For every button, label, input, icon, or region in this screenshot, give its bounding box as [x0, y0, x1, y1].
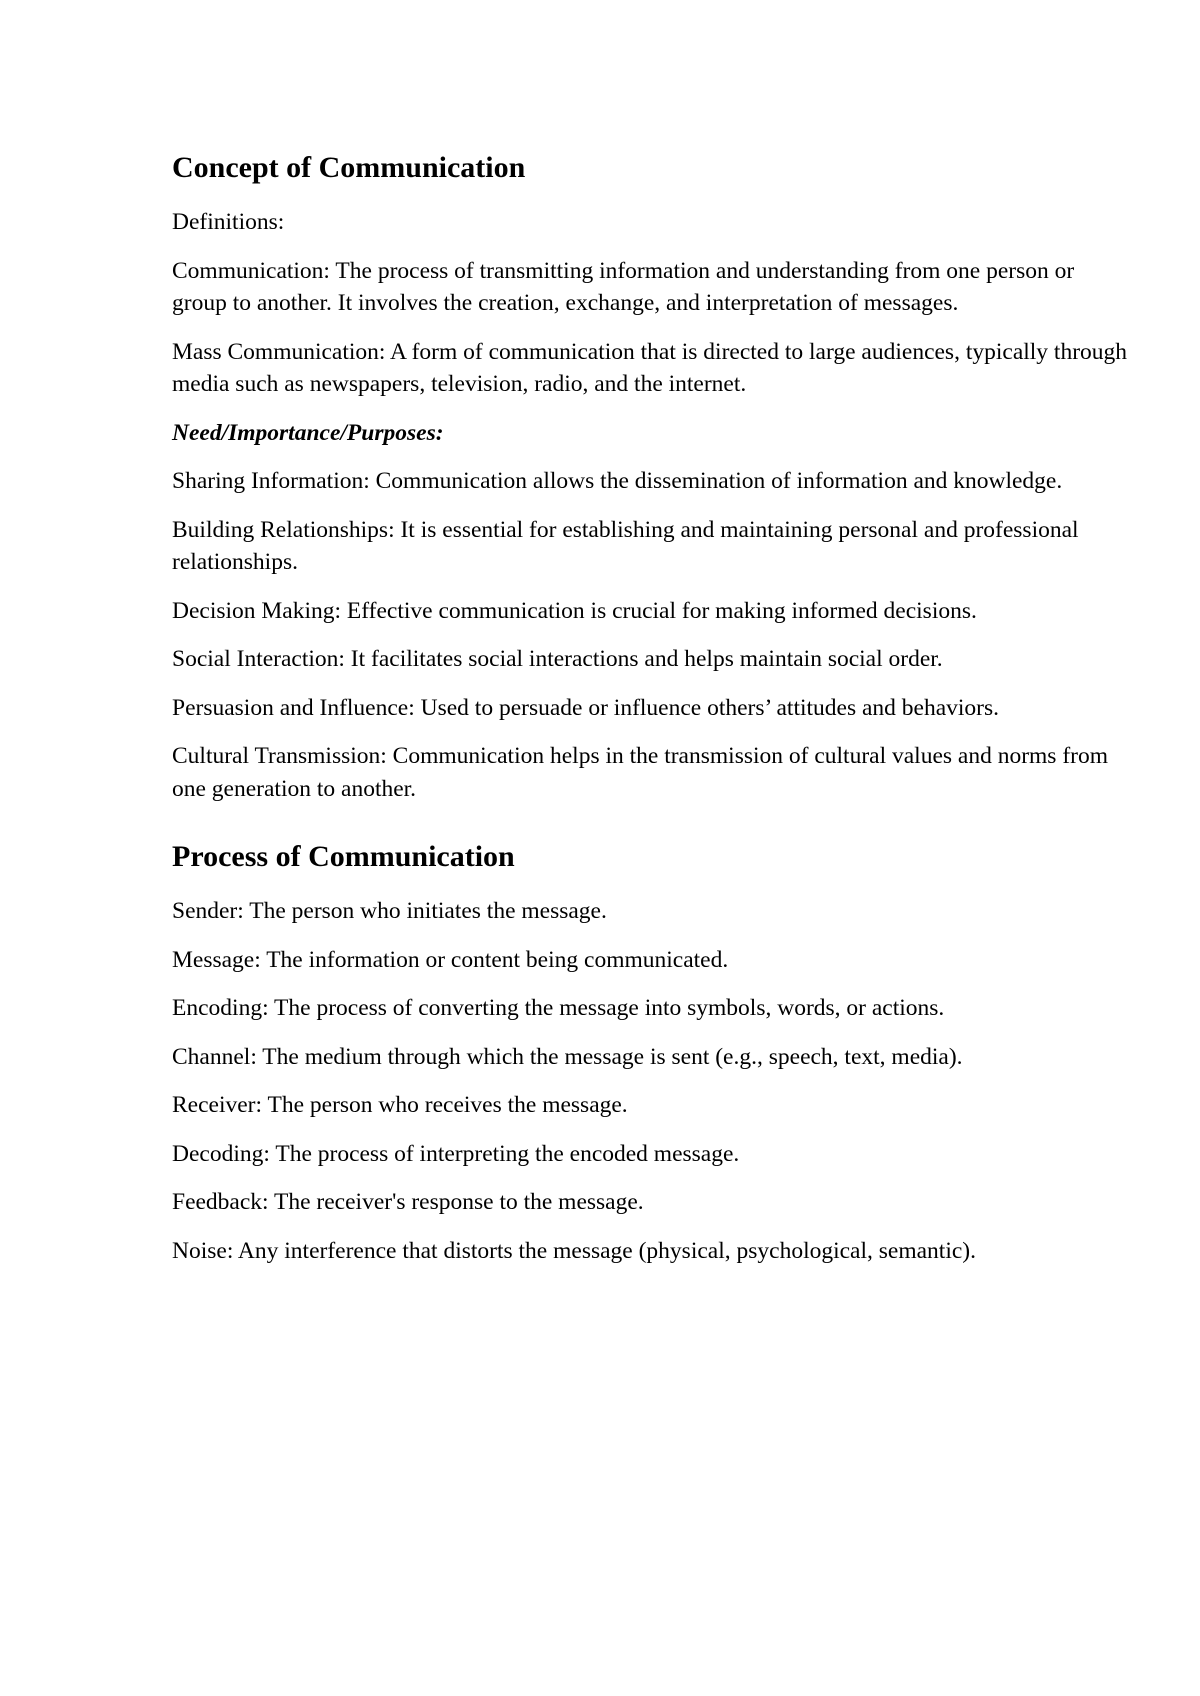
process-item: Channel: The medium through which the message is sent (e.g., speech, text, media). — [172, 1043, 963, 1070]
process-item: Decoding: The process of interpreting the encoded message. — [172, 1140, 740, 1167]
process-item: Message: The information or content being communicated. — [172, 946, 729, 973]
section-heading-process: Process of Communication — [172, 840, 515, 873]
need-item: Building Relationships: It is essential for establishing and maintaining personal and professional relationships. — [172, 516, 1079, 575]
needs-subheading: Need/Importance/Purposes: — [172, 419, 444, 446]
need-item: Cultural Transmission: Communication helps in the transmission of cultural values and norms from one generation to another. — [172, 743, 1109, 802]
need-item: Decision Making: Effective communication is crucial for making informed decisions. — [172, 597, 977, 624]
need-item: Social Interaction: It facilitates social interactions and helps maintain social order. — [172, 646, 943, 672]
need-item: Sharing Information: Communication allows the dissemination of information and knowledge. — [172, 468, 1063, 494]
process-item: Feedback: The receiver's response to the message. — [172, 1189, 644, 1215]
definition-communication: Communication: The process of transmitting information and understanding from one person or group to another. It involves the creation, exchange, and interpretation of messages. — [172, 257, 1075, 316]
section-heading-concept: Concept of Communication — [172, 151, 526, 184]
process-item: Noise: Any interference that distorts the message (physical, psychological, semantic). — [172, 1237, 976, 1264]
need-item: Persuasion and Influence: Used to persuade or influence others’ attitudes and behaviors. — [172, 694, 1000, 721]
process-item: Receiver: The person who receives the message. — [172, 1092, 628, 1118]
process-item: Sender: The person who initiates the message. — [172, 898, 607, 924]
document-page — [172, 150, 1128, 1283]
process-item: Encoding: The process of converting the message into symbols, words, or actions. — [172, 995, 945, 1021]
definition-mass-communication: Mass Communication: A form of communication that is directed to large audiences, typically through media such as newspapers, television, radio, and the internet. — [172, 338, 1128, 397]
definitions-label: Definitions: — [172, 209, 285, 235]
